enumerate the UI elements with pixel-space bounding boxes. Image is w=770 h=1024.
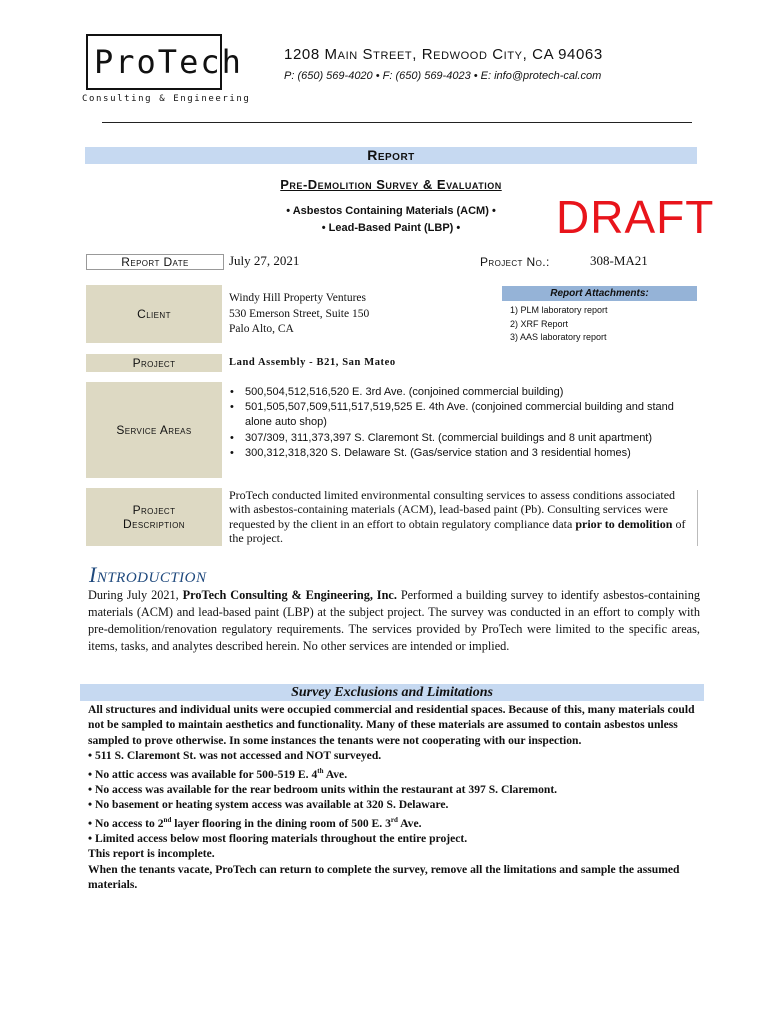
incomplete-notice: This report is incomplete. <box>88 847 215 861</box>
client-city: Palo Alto, CA <box>229 323 294 335</box>
exclusion-item: • 511 S. Claremont St. was not accessed and NOT surveyed. <box>88 749 382 763</box>
project-description-label-line1: Project <box>132 503 176 517</box>
description-text: ProTech conducted limited environmental consulting services to assess conditions associated with asbestos-containing materials (ACM), lead-based paint (Pb). Consulting services were requested by the client in an effort to obtain regulatory compliance data <box>229 488 676 531</box>
report-attachments-list <box>510 304 608 345</box>
company-logo: ProTech <box>94 43 243 81</box>
project-number-value: 308-MA21 <box>590 253 648 268</box>
logo-subtitle: Consulting & Engineering <box>82 94 251 104</box>
project-description-text <box>229 488 691 545</box>
project-description-label-line2: Description <box>123 517 185 531</box>
exclusion-item: • No attic access was available for 500-519 E. 4th Ave. <box>88 766 348 781</box>
report-date-value: July 27, 2021 <box>229 253 300 268</box>
report-subtitle: Pre-Demolition Survey & Evaluation <box>280 177 502 192</box>
exclusion-item: • No access was available for the rear bedroom units within the restaurant at 397 S. Claremont. <box>88 782 558 796</box>
intro-company: ProTech Consulting & Engineering, Inc. <box>182 588 397 602</box>
report-attachments-heading: Report Attachments: <box>502 286 697 301</box>
client-street: 530 Emerson Street, Suite 150 <box>229 307 370 320</box>
exclusions-heading: Survey Exclusions and Limitations <box>291 685 493 700</box>
project-description-label <box>86 488 222 546</box>
service-area-item: • 307/309, 311,373,397 S. Claremont St. (commercial buildings and 8 unit apartment) <box>229 431 691 446</box>
project-number-label: Project No.: <box>480 255 550 269</box>
exclusion-item: • No basement or heating system access was available at 320 S. Delaware. <box>88 798 449 812</box>
closing-statement: When the tenants vacate, ProTech can return to complete the survey, remove all the limitations and sample the assumed materials. <box>88 862 680 892</box>
header-divider <box>102 122 692 123</box>
description-emphasis: prior to demolition <box>575 516 673 531</box>
service-area-item: • 501,505,507,509,511,517,519,525 E. 4th Ave. (conjoined commercial building and stand alone auto shop) <box>229 400 691 430</box>
service-areas-list <box>229 385 691 461</box>
client-name: Windy Hill Property Ventures <box>229 292 366 304</box>
exclusions-paragraph: All structures and individual units were occupied commercial and residential spaces. Because of this, many materials could not be sampled to maintain aesthetics and functionality. Many of these materials are assumed to contain asbestos unless sampled to prove otherwise. In some instances the tenants were not cooperating with our inspection. <box>88 703 695 747</box>
introduction-paragraph <box>88 587 700 655</box>
attachment-item: 2) XRF Report <box>510 318 569 329</box>
exclusions-body <box>88 702 708 893</box>
attachment-item: 3) AAS laboratory report <box>510 332 607 342</box>
attachment-item: 1) PLM laboratory report <box>510 305 608 315</box>
client-details <box>229 291 369 338</box>
company-contact: P: (650) 569-4020 • F: (650) 569-4023 • E: info@protech-cal.com <box>284 70 602 82</box>
scope-item-acm: • Asbestos Containing Materials (ACM) • <box>286 205 496 217</box>
service-areas-label: Service Areas <box>86 382 222 478</box>
report-date-label: Report Date <box>86 254 224 270</box>
intro-body: Performed a building survey to identify asbestos-containing materials (ACM) and lead-based paint (LBP) at the subject project. The survey was conducted in an effort to comply with pre-demolition/renovation regulatory requirements. The services provided by ProTech were limited to the specific areas, items, tasks, and analytes described herein. No other services are intended or implied. <box>88 588 700 653</box>
service-area-item: • 500,504,512,516,520 E. 3rd Ave. (conjoined commercial building) <box>229 385 691 400</box>
scope-item-lbp: • Lead-Based Paint (LBP) • <box>321 222 461 234</box>
introduction-heading: Introduction <box>89 562 207 587</box>
description-text-end: of the project. <box>229 516 686 545</box>
intro-lead: During July 2021, <box>88 588 183 602</box>
project-value: Land Assembly - B21, San Mateo <box>229 357 396 368</box>
company-address: 1208 Main Street, Redwood City, CA 94063 <box>284 46 603 63</box>
exclusion-item: • No access to 2nd layer flooring in the dining room of 500 E. 3rd Ave. <box>88 815 422 830</box>
exclusion-item: • Limited access below most flooring materials throughout the entire project. <box>88 831 468 845</box>
client-label: Client <box>86 285 222 343</box>
service-area-item: • 300,312,318,320 S. Delaware St. (Gas/service station and 3 residential homes) <box>229 446 691 461</box>
draft-watermark: DRAFT <box>556 191 715 243</box>
project-label: Project <box>86 354 222 372</box>
report-title: Report <box>367 147 415 163</box>
description-border <box>697 490 698 546</box>
